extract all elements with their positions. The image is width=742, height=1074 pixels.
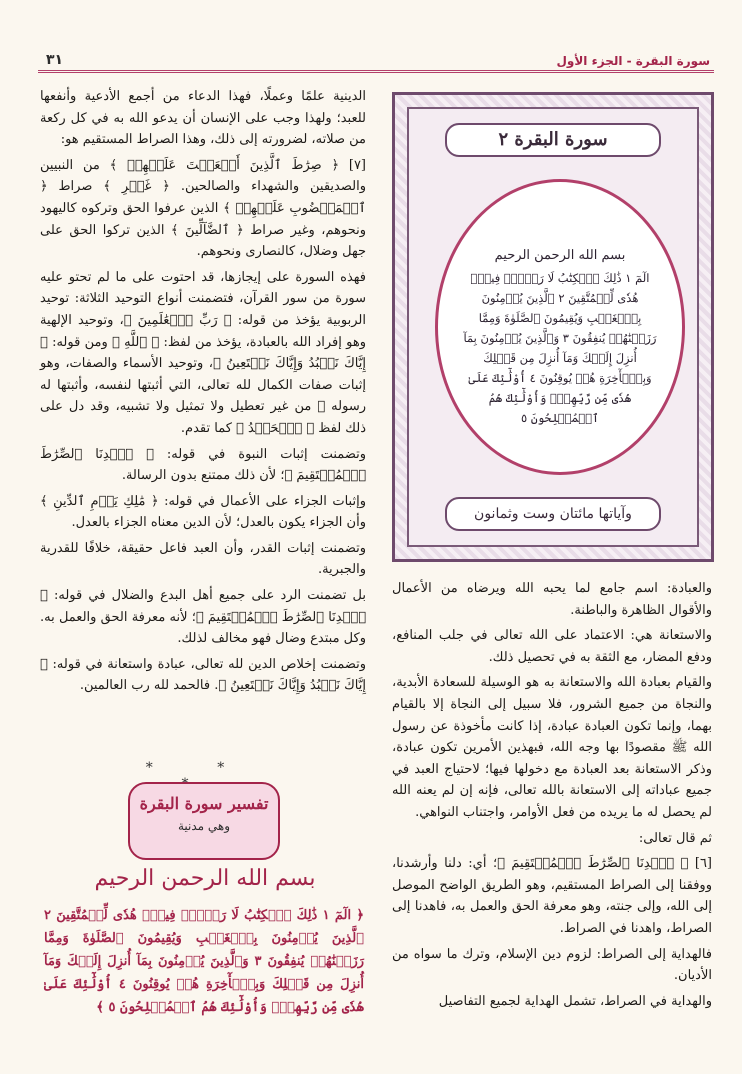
paragraph: والهداية في الصراط، تشمل الهداية لجميع التفاصيل [438, 993, 712, 1009]
basmala-calligraphy: بسم الله الرحمن الرحيم [94, 866, 316, 891]
paragraph: وتضمنت إثبات النبوة في قوله: ﴿ ٱهۡدِنَا ٱلصِّرَٰطَ ٱلۡمُسۡتَقِيمَ ﴾؛ لأن ذلك ممتنع بدون الرسالة. [40, 446, 366, 484]
paragraph: بل تضمنت الرد على جميع أهل البدع والضلال في قوله: ﴿ ٱهۡدِنَا ٱلصِّرَٰطَ ٱلۡمُسۡتَقِيمَ ﴾؛ لأنه معرفة الحق والعمل به. وكل مبتدع وضال فهو مخالف لذلك. [40, 588, 366, 647]
medallion-text [462, 246, 658, 428]
paragraph: وإثبات الجزاء على الأعمال في قوله: ﴿ مَٰلِكِ يَوۡمِ ٱلدِّينِ ﴾ وأن الجزاء يكون بالعدل؛ لأن الدين معناه الجزاء بالعدل. [40, 493, 366, 531]
ornament-medallion [435, 179, 685, 475]
medallion-basmala: بسم الله الرحمن الرحيم [494, 248, 626, 263]
quran-verses-block: ﴿ الٓمٓ ١ ذَٰلِكَ ٱلۡكِتَٰبُ لَا رَيۡبَۛ فِيهِۛ هُدٗى لِّلۡمُتَّقِينَ ٢ ٱلَّذِينَ يُؤۡمِنُونَ بِٱلۡغَيۡبِ وَيُقِيمُونَ ٱلصَّلَوٰةَ وَمِمَّا رَزَقۡنَٰهُمۡ يُنفِقُونَ ٣ وَٱلَّذِينَ يُؤۡمِنُونَ بِمَآ أُنزِلَ إِلَيۡكَ وَمَآ أُنزِلَ مِن قَبۡلِكَ وَبِٱلۡأٓخِرَةِ هُمۡ يُوقِنُونَ ٤ أُوْلَٰٓئِكَ عَلَىٰ هُدٗى مِّن رَّبِّهِمۡۖ وَأُوْلَٰٓئِكَ هُمُ ٱلۡمُفۡلِحُونَ ٥ ﴾ [44, 908, 364, 1015]
ornament-bottom-band: وآياتها مائتان وست وثمانون [445, 497, 661, 531]
paragraph: وتضمنت إخلاص الدين لله تعالى، عبادة واستعانة في قوله: ﴿ إِيَّاكَ نَعۡبُدُ وَإِيَّاكَ نَسۡتَعِينُ ﴾. فالحمد لله رب العالمين. [40, 656, 366, 694]
page-number: ٣١ [46, 52, 64, 68]
paragraph: والعبادة: اسم جامع لما يحبه الله ويرضاه من الأعمال والأقوال الظاهرة والباطنة. [392, 581, 712, 618]
section-divider: * * [145, 760, 255, 776]
paragraph: والاستعانة هي: الاعتماد على الله تعالى في جلب المنافع، ودفع المضار، مع الثقة به في تحصيل ذلك. [392, 628, 712, 665]
surah-title: تفسير سورة البقرة [139, 794, 269, 813]
paragraph: والقيام بعبادة الله والاستعانة به هو الوسيلة للسعادة الأبدية، والنجاة من جميع الشرور، فلا سبيل إلى النجاة إلا بالقيام بهما، وإنما تكون العبادة عبادة، إذا كانت مأخوذة عن رسول الله ﷺ مقصودًا بها وجه الله، فبهذين الأمرين تكون عبادة، وذكر الاستعانة بعد العبادة مع دخولها فيها؛ لاحتياج العبد في جميع عباداته إلى الاستعانة بالله تعالى، فإنه إن لم يعنه الله لم يحصل له ما يريده من فعل الأوامر، واجتناب النواهي. [392, 675, 712, 820]
medallion-verses: الٓمٓ ١ ذَٰلِكَ ٱلۡكِتَٰبُ لَا رَيۡبَۛ فِيهِۛ هُدٗى لِّلۡمُتَّقِينَ ٢ ٱلَّذِينَ يُؤۡمِنُونَ بِٱلۡغَيۡبِ وَيُقِيمُونَ ٱلصَّلَوٰةَ وَمِمَّا رَزَقۡنَٰهُمۡ يُنفِقُونَ ٣ وَٱلَّذِينَ يُؤۡمِنُونَ بِمَآ أُنزِلَ إِلَيۡكَ وَمَآ أُنزِلَ مِن قَبۡلِكَ وَبِٱلۡأٓخِرَةِ هُمۡ يُوقِنُونَ ٤ أُوْلَٰٓئِكَ عَلَىٰ هُدٗى مِّن رَّبِّهِمۡۖ وَأُوْلَٰٓئِكَ هُمُ ٱلۡمُفۡلِحُونَ ٥ [463, 271, 657, 425]
left-column [40, 86, 366, 701]
paragraph: [٦] ﴿ ٱهۡدِنَا ٱلصِّرَٰطَ ٱلۡمُسۡتَقِيمَ ﴾؛ أي: دلنا وأرشدنا، ووفقنا إلى الصراط المستقيم، وهو الطريق الواضح الموصل إلى الله، وإلى جنته، وهو معرفة الحق والعمل به، فاهدنا إلى الصراط، واهدنا في الصراط. [392, 856, 712, 936]
right-column [392, 578, 712, 1016]
running-title: سورة البقرة - الجزء الأول [556, 54, 710, 68]
paragraph: الدينية علمًا وعملًا، فهذا الدعاء من أجمع الأدعية وأنفعها للعبد؛ ولهذا وجب على الإنسان أن يدعو الله به في كل ركعة من صلاته، لضرورته إلى ذلك، وهذا الصراط المستقيم هو: [40, 89, 366, 148]
ornament-title-band: سورة البقرة ٢ [445, 123, 661, 157]
paragraph: [٧] ﴿ صِرَٰطَ ٱلَّذِينَ أَنۡعَمۡتَ عَلَيۡهِمۡ ﴾ من النبيين والصديقين والشهداء والصالحين. ﴿ غَيۡرِ ﴾ صراط ﴿ ٱلۡمَغۡضُوبِ عَلَيۡهِمۡ ﴾ الذين عرفوا الحق وتركوه كاليهود ونحوهم، وغير صراط ﴿ ٱلضَّآلِّينَ ﴾ الذين تركوا الحق على جهل وضلال، كالنصارى ونحوهم. [40, 157, 366, 260]
ornamental-frame [392, 92, 714, 562]
surah-title-box [128, 782, 280, 860]
frame-inner [407, 107, 699, 547]
surah-subtitle: وهي مدنية [177, 819, 231, 833]
paragraph: فهذه السورة على إيجازها، قد احتوت على ما لم تحتو عليه سورة من سور القرآن، فتضمنت أنواع التوحيد الثلاثة: توحيد الربوبية يؤخذ من قوله: ﴿ رَبِّ ٱلۡعَٰلَمِينَ ﴾، وتوحيد الإلهية وهو إفراد الله بالعبادة، يؤخذ من لفظ: ﴿ ٱللَّهِ ﴾ ومن قوله: ﴿ إِيَّاكَ نَعۡبُدُ وَإِيَّاكَ نَسۡتَعِينُ ﴾، وتوحيد الأسماء والصفات، وهو إثبات صفات الكمال لله تعالى، التي أثبتها لنفسه، وأثبتها له رسوله ﷺ من غير تعطيل ولا تمثيل ولا تشبيه، وقد دل على ذلك لفظ ﴿ ٱلۡحَمۡدُ ﴾ كما تقدم. [40, 269, 366, 436]
paragraph: وتضمنت إثبات القدر، وأن العبد فاعل حقيقة، خلافًا للقدرية والجبرية. [40, 540, 366, 578]
paragraph: ثم قال تعالى: [638, 830, 712, 846]
paragraph: فالهداية إلى الصراط: لزوم دين الإسلام، وترك ما سواه من الأديان. [392, 946, 712, 984]
page-header [38, 52, 714, 73]
